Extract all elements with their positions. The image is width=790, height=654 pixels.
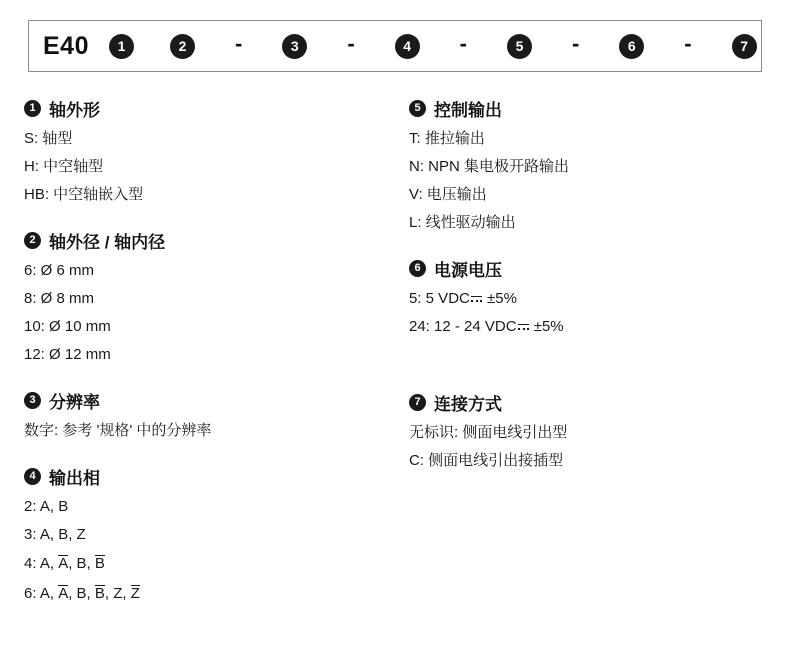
legend-block-control-output <box>409 96 764 230</box>
circle-number-2-icon: 2 <box>170 34 195 59</box>
legend-item-tolerance: ±5% <box>487 290 517 307</box>
legend-item: 6: A, A, B, B, Z, Z <box>24 584 140 602</box>
legend-item: HB: 中空轴嵌入型 <box>24 186 144 203</box>
legend-item: 4: A, A, B, B <box>24 555 105 572</box>
code-separator-2: - <box>347 31 355 56</box>
circle-number-2-icon: 2 <box>24 232 41 249</box>
legend-title-text: 轴外径 / 轴内径 <box>49 233 166 252</box>
legend-item: 无标识: 侧面电线引出型 <box>409 424 568 441</box>
legend-title-output-phase <box>24 464 379 489</box>
legend-item: C: 侧面电线引出接插型 <box>409 452 564 469</box>
circle-number-3-icon: 3 <box>282 34 307 59</box>
legend-title-text: 连接方式 <box>434 395 502 414</box>
legend-item: 8: Ø 8 mm <box>24 290 95 307</box>
legend-title-shaft-shape <box>24 96 379 121</box>
legend-block-shaft-shape <box>24 96 379 202</box>
circle-number-7-icon: 7 <box>732 34 757 59</box>
legend-item: 数字: 参考 '规格' 中的分辨率 <box>24 422 212 439</box>
legend-block-shaft-diameter <box>24 228 379 362</box>
legend-item: 3: A, B, Z <box>24 526 86 543</box>
legend-title-power-supply <box>409 256 764 281</box>
model-code-prefix: E40 <box>43 31 89 60</box>
legend-columns <box>24 96 766 628</box>
dc-symbol-icon <box>471 295 482 304</box>
legend-block-resolution <box>24 388 379 438</box>
circle-number-4-icon: 4 <box>395 34 420 59</box>
code-separator-4: - <box>571 31 580 56</box>
legend-item-value: 24: 12 - 24 VDC <box>409 318 517 335</box>
legend-item <box>409 319 764 334</box>
legend-item-tolerance: ±5% <box>533 318 564 335</box>
code-slot-2 <box>170 34 195 59</box>
circle-number-5-icon: 5 <box>507 34 532 59</box>
code-slot-1 <box>109 34 134 59</box>
circle-number-1-icon: 1 <box>109 34 134 59</box>
code-slot-4 <box>395 34 420 59</box>
legend-column-right <box>409 96 764 628</box>
legend-item: N: NPN 集电极开路输出 <box>409 158 570 175</box>
model-code-bar <box>28 20 762 72</box>
legend-item: 2: A, B <box>24 498 69 515</box>
legend-title-resolution <box>24 388 379 413</box>
legend-item: S: 轴型 <box>24 130 73 147</box>
code-slot-3 <box>282 34 307 59</box>
legend-title-connection <box>409 390 764 415</box>
legend-title-text: 轴外形 <box>49 101 100 120</box>
code-slot-6 <box>619 34 644 59</box>
legend-item: L: 线性驱动输出 <box>409 214 516 231</box>
legend-item: 12: Ø 12 mm <box>24 346 111 363</box>
legend-item <box>409 291 764 306</box>
circle-number-7-icon: 7 <box>409 394 426 411</box>
circle-number-6-icon: 6 <box>619 34 644 59</box>
legend-item: V: 电压输出 <box>409 186 487 203</box>
legend-title-text: 控制输出 <box>434 101 502 120</box>
legend-title-control-output <box>409 96 764 121</box>
legend-title-text: 输出相 <box>49 469 100 488</box>
legend-item: 6: Ø 6 mm <box>24 262 95 279</box>
legend-item: H: 中空轴型 <box>24 158 104 175</box>
code-separator-1: - <box>234 31 243 56</box>
code-separator-3: - <box>459 31 467 56</box>
model-code-slots <box>109 33 757 59</box>
legend-item-value: 5: 5 VDC <box>409 290 470 307</box>
legend-item: T: 推拉输出 <box>409 130 485 147</box>
legend-block-power-supply <box>409 256 764 334</box>
dc-symbol-icon <box>518 323 529 332</box>
legend-title-text: 分辨率 <box>49 393 100 412</box>
circle-number-1-icon: 1 <box>24 100 41 117</box>
code-separator-5: - <box>684 31 692 56</box>
legend-item: 10: Ø 10 mm <box>24 318 111 335</box>
legend-column-left <box>24 96 379 628</box>
circle-number-3-icon: 3 <box>24 392 41 409</box>
circle-number-6-icon: 6 <box>409 260 426 277</box>
code-slot-7 <box>732 34 757 59</box>
legend-block-output-phase <box>24 464 379 602</box>
circle-number-5-icon: 5 <box>409 100 426 117</box>
legend-title-text: 电源电压 <box>434 261 502 280</box>
legend-title-shaft-diameter <box>24 228 379 253</box>
legend-block-connection <box>409 390 764 468</box>
code-slot-5 <box>507 34 532 59</box>
circle-number-4-icon: 4 <box>24 468 41 485</box>
